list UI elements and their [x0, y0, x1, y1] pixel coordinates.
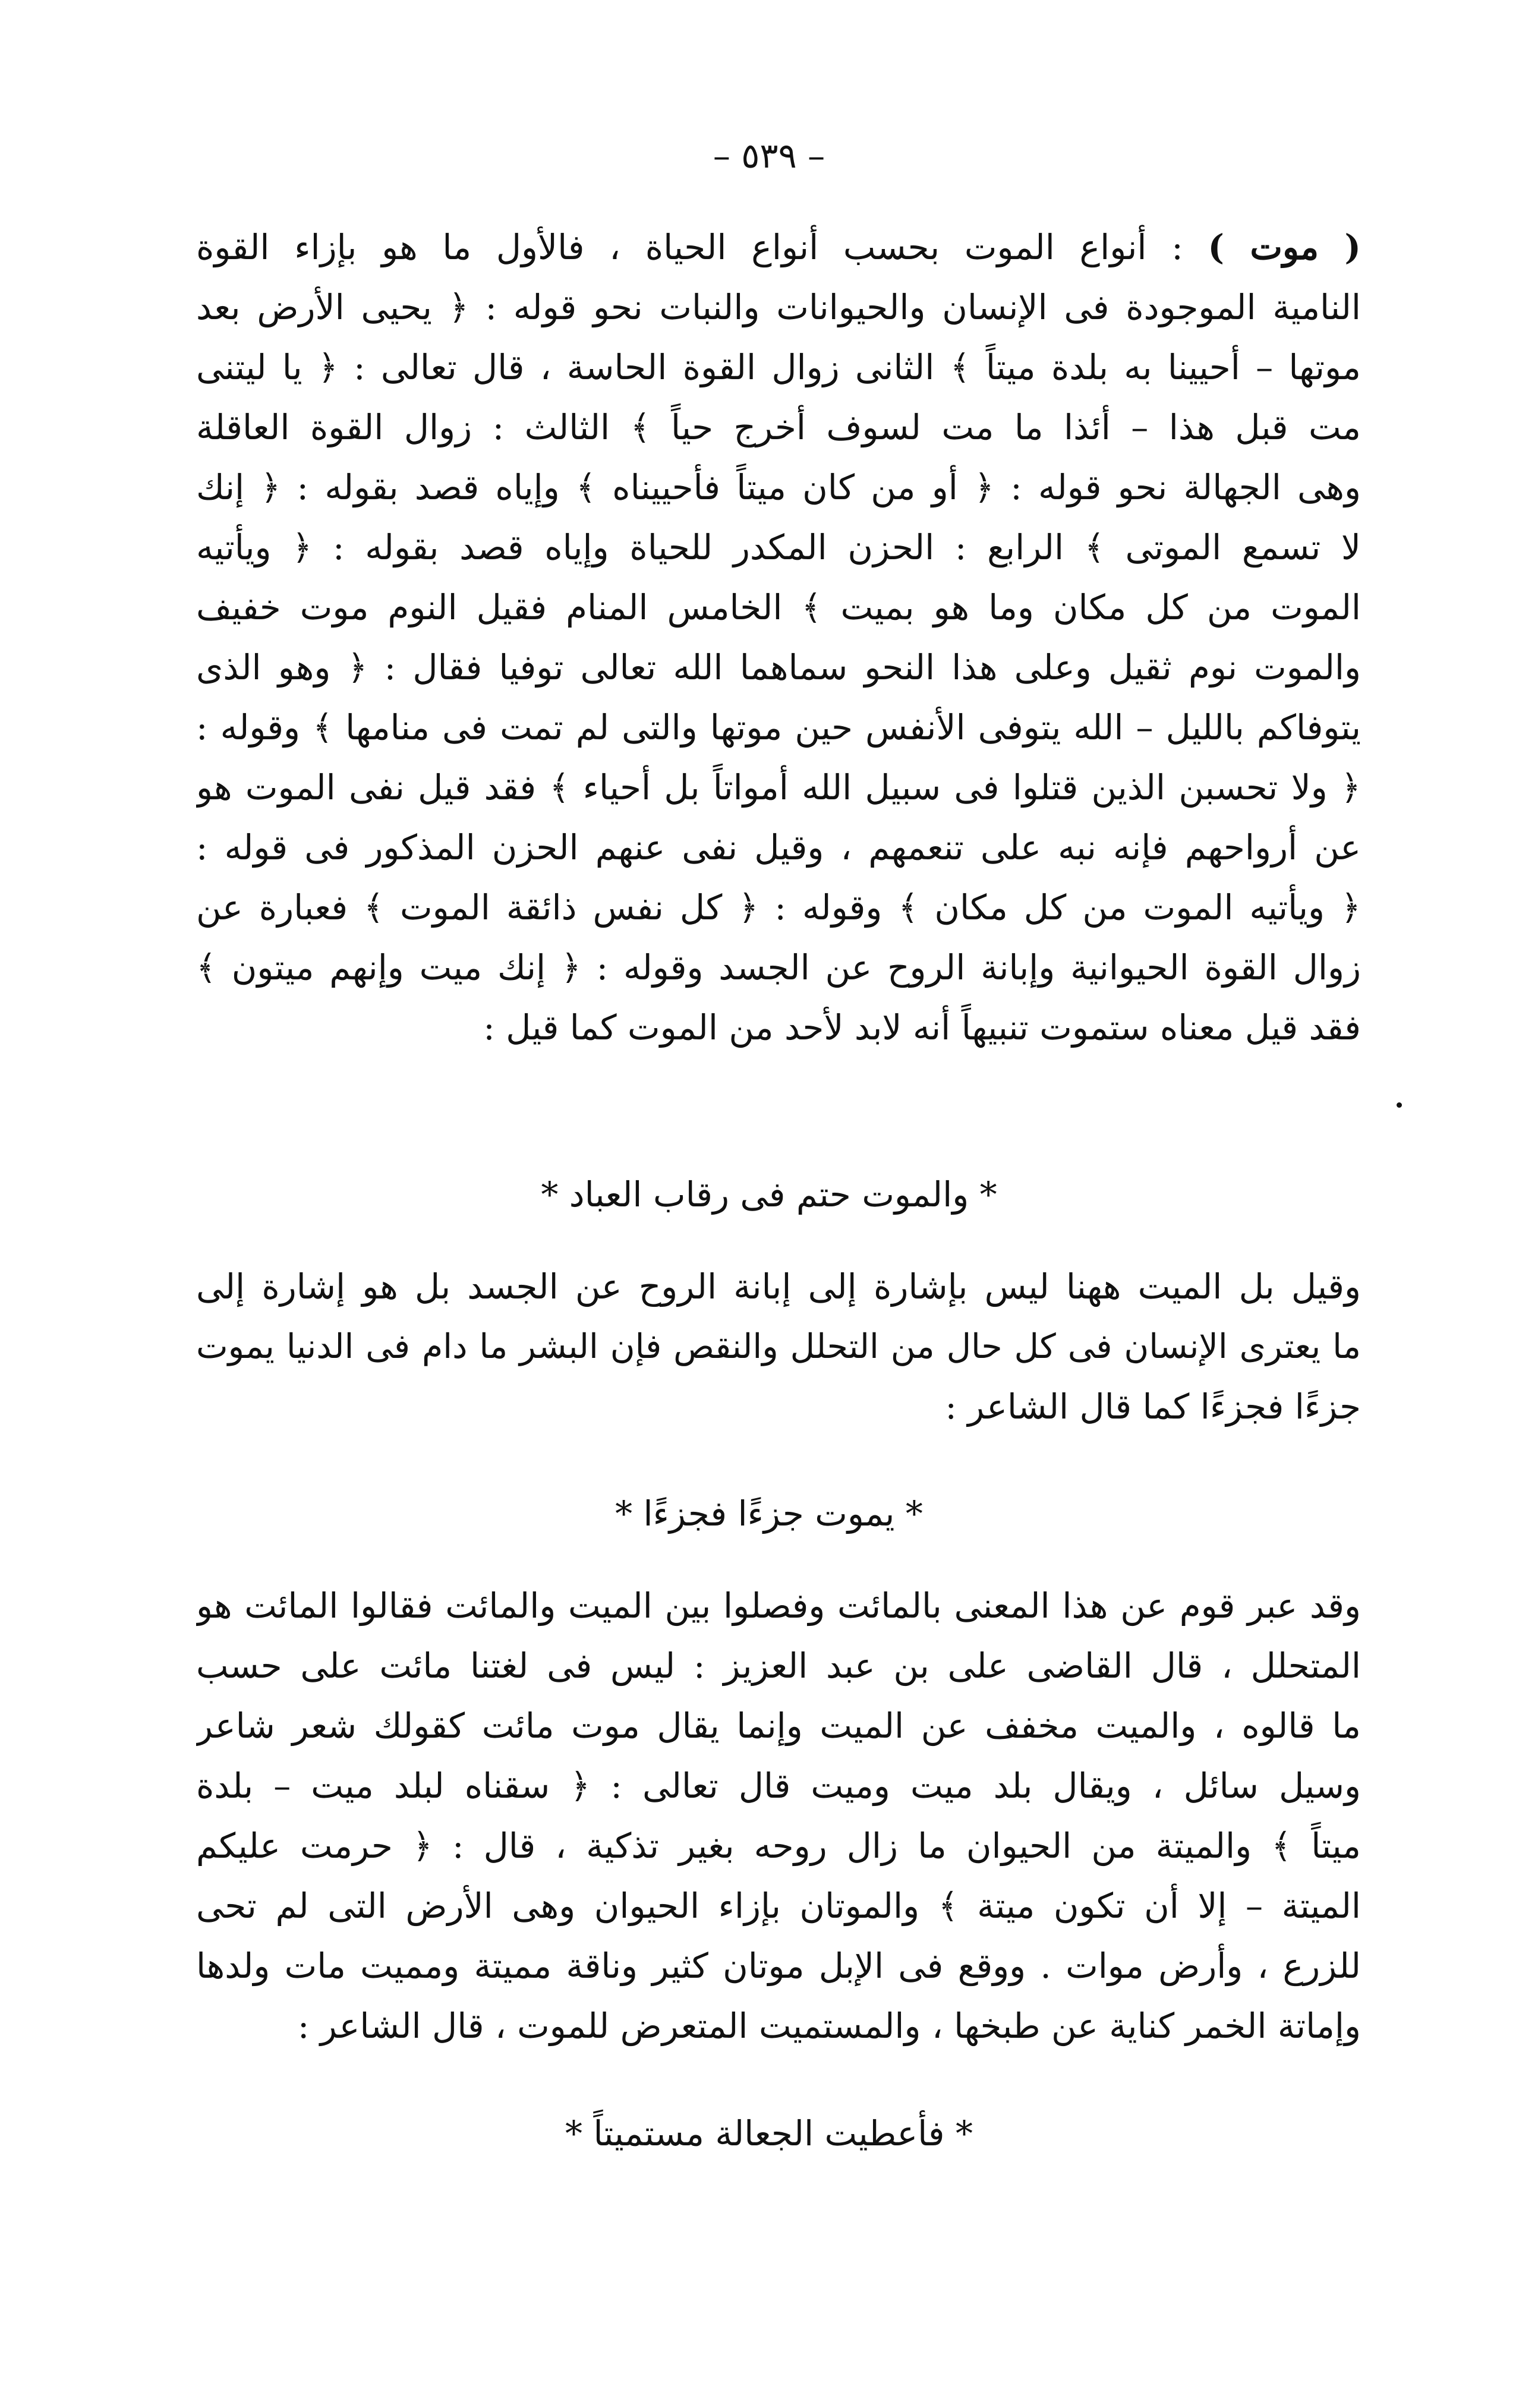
text-line: وقد عبر قوم عن هذا المعنى بالمائت وفصلوا بين الميت والمائت فقالوا المائت هو: [196, 1586, 1361, 1626]
text-line: لا تسمع الموتى ﴾ الرابع : الحزن المكدر للحياة وإياه قصد بقوله : ﴿ ويأتيه: [196, 527, 1361, 568]
text-line-rest: : أنواع الموت بحسب أنواع الحياة ، فالأول ما هو بإزاء القوة: [196, 227, 1208, 267]
text-line: ﴿ ويأتيه الموت من كل مكان ﴾ وقوله : ﴿ كل نفس ذائقة الموت ﴾ فعبارة عن: [196, 887, 1361, 928]
text-line: زوال القوة الحيوانية وإبانة الروح عن الجسد وقوله : ﴿ إنك ميت وإنهم ميتون ﴾: [196, 947, 1361, 988]
text-line: وسيل سائل ، ويقال بلد ميت وميت قال تعالى : ﴿ سقناه لبلد ميت – بلدة: [196, 1766, 1361, 1806]
text-line: للزرع ، وأرض موات . ووقع فى الإبل موتان كثير وناقة مميتة ومميت مات ولدها: [196, 1946, 1361, 1986]
text-line: وهى الجهالة نحو قوله : ﴿ أو من كان ميتاً فأحييناه ﴾ وإياه قصد بقوله : ﴿ إنك: [196, 467, 1361, 508]
text-line: وقيل بل الميت ههنا ليس بإشارة إلى إبانة الروح عن الجسد بل هو إشارة إلى: [196, 1266, 1361, 1307]
text-line: الموت من كل مكان وما هو بميت ﴾ الخامس المنام فقيل النوم موت خفيف: [196, 587, 1361, 628]
text-line: [196, 218, 1361, 278]
text-line: يتوفاكم بالليل – الله يتوفى الأنفس حين موتها والتى لم تمت فى منامها ﴾ وقوله :: [196, 707, 1361, 748]
page-number: – ٥٣٩ –: [713, 135, 825, 176]
text-line: والموت نوم ثقيل وعلى هذا النحو سماهما الله تعالى توفيا فقال : ﴿ وهو الذى: [196, 647, 1361, 688]
verse-line: * والموت حتم فى رقاب العباد *: [541, 1174, 997, 1215]
text-line: ما يعترى الإنسان فى كل حال من التحلل والنقص فإن البشر ما دام فى الدنيا يموت: [196, 1327, 1361, 1366]
text-line: الميتة – إلا أن تكون ميتة ﴾ والموتان بإزاء الحيوان وهى الأرض التى لم تحى: [196, 1886, 1361, 1926]
text-line: جزءًا فجزءًا كما قال الشاعر :: [945, 1386, 1361, 1427]
text-line: مت قبل هذا – أئذا ما مت لسوف أخرج حياً ﴾ الثالث : زوال القوة العاقلة: [196, 407, 1361, 447]
paragraph-1: [196, 218, 1361, 1058]
verse-line: * فأعطيت الجعالة مستميتاً *: [565, 2113, 973, 2154]
text-line: عن أرواحهم فإنه نبه على تنعمهم ، وقيل نفى عنهم الحزن المذكور فى قوله :: [196, 827, 1361, 868]
text-line: ما قالوه ، والميت مخفف عن الميت وإنما يقال موت مائت كقولك شعر شاعر: [196, 1706, 1361, 1746]
text-line: وإماتة الخمر كناية عن طبخها ، والمستميت المتعرض للموت ، قال الشاعر :: [297, 2006, 1361, 2046]
text-line: فقد قيل معناه ستموت تنبيهاً أنه لابد لأحد من الموت كما قيل :: [483, 1007, 1361, 1048]
text-line: ﴿ ولا تحسبن الذين قتلوا فى سبيل الله أمواتاً بل أحياء ﴾ فقد قيل نفى الموت هو: [196, 767, 1361, 808]
text-line: ميتاً ﴾ والميتة من الحيوان ما زال روحه بغير تذكية ، قال : ﴿ حرمت عليكم: [196, 1826, 1361, 1866]
text-line: موتها – أحيينا به بلدة ميتاً ﴾ الثانى زوال القوة الحاسة ، قال تعالى : ﴿ يا ليتنى: [196, 347, 1361, 387]
entry-keyword: ( موت ): [1208, 227, 1361, 267]
margin-mark: [1397, 1102, 1402, 1108]
text-line: المتحلل ، قال القاضى على بن عبد العزيز : ليس فى لغتنا مائت على حسب: [196, 1646, 1361, 1686]
text-line: النامية الموجودة فى الإنسان والحيوانات والنبات نحو قوله : ﴿ يحيى الأرض بعد: [196, 287, 1361, 327]
paragraph-2: [196, 1257, 1361, 1437]
verse-line: * يموت جزءًا فجزءًا *: [615, 1493, 923, 1534]
paragraph-3: [196, 1576, 1361, 2056]
